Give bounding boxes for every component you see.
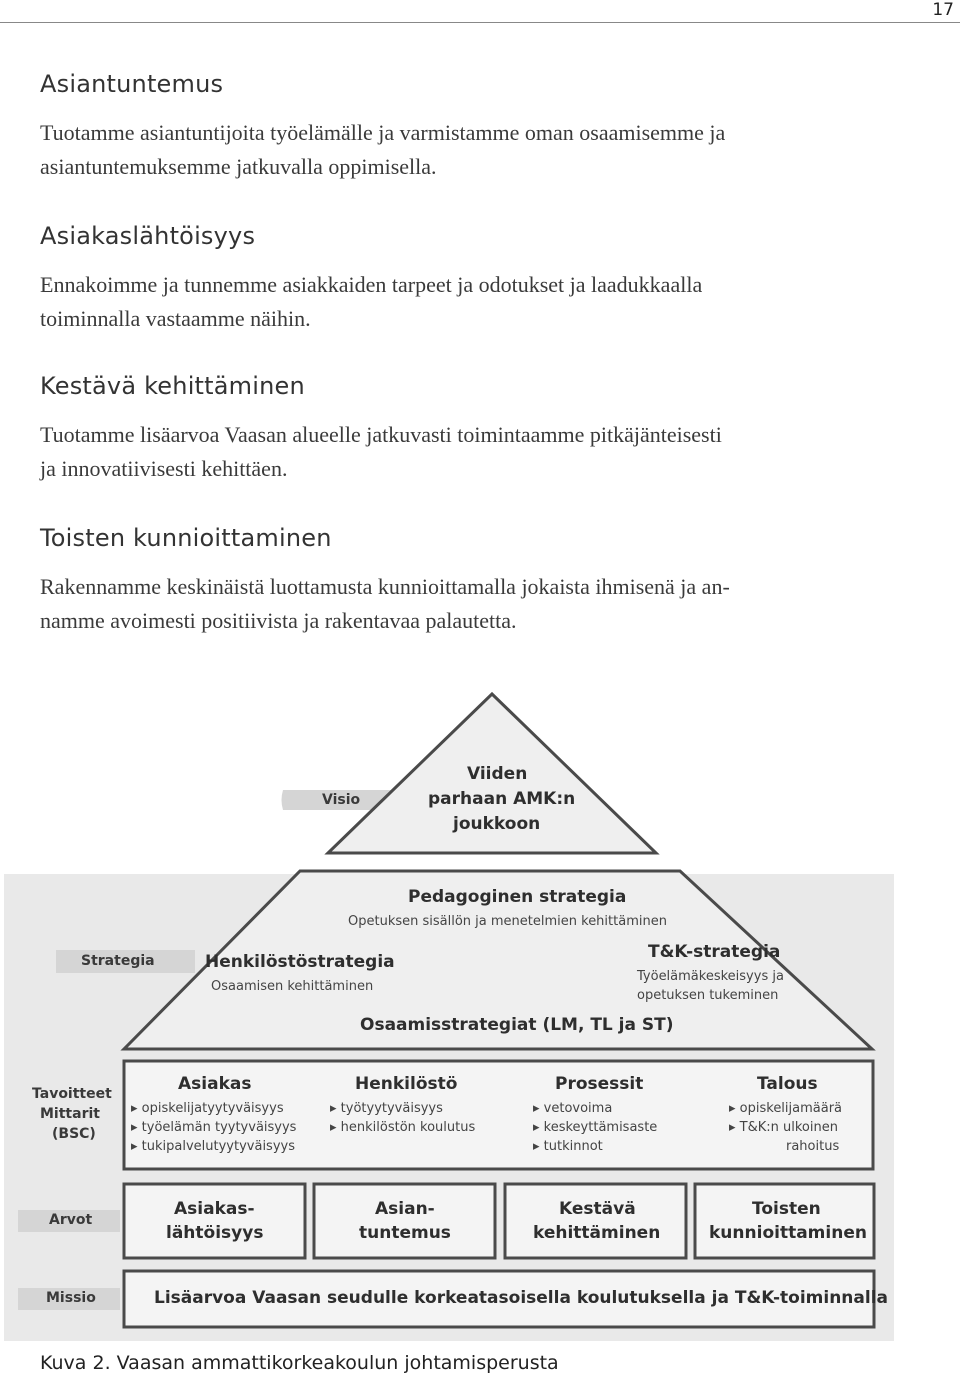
value-box bbox=[505, 1184, 686, 1258]
section-toisten-kunnioittaminen bbox=[40, 524, 840, 638]
section-kestava-kehittaminen bbox=[40, 372, 840, 486]
page-number: 17 bbox=[932, 0, 954, 20]
visio-line3: joukkoon bbox=[453, 814, 541, 834]
section-heading: Asiakaslähtöisyys bbox=[40, 222, 256, 250]
tk-sub-2: opetuksen tukeminen bbox=[637, 988, 779, 1003]
value-4-line2: kunnioittaminen bbox=[709, 1223, 867, 1243]
missio-text: Lisäarvoa Vaasan seudulle korkeatasoisella koulutuksella ja T&K-toiminnalla bbox=[154, 1288, 888, 1308]
bsc-items-asiakas: ▸ opiskelijatyytyväisyys ▸ työelämän tyytyväisyys ▸ tukipalvelutyytyväisyys bbox=[131, 1101, 297, 1154]
pedagoginen-title: Pedagoginen strategia bbox=[408, 887, 627, 907]
figure-caption: Kuva 2. Vaasan ammattikorkeakoulun johtamisperusta bbox=[40, 1352, 559, 1374]
value-box bbox=[124, 1184, 305, 1258]
henkilosto-title: Henkilöstöstrategia bbox=[205, 952, 395, 972]
tk-title: T&K-strategia bbox=[648, 942, 781, 962]
visio-line1: Viiden bbox=[467, 764, 528, 784]
bsc-items-henkilosto: ▸ työtyytyväisyys ▸ henkilöstön koulutus bbox=[330, 1101, 476, 1135]
pedagoginen-sub: Opetuksen sisällön ja menetelmien kehittäminen bbox=[348, 914, 667, 929]
section-body: Rakennamme keskinäistä luottamusta kunnioittamalla jokaista ihmisenä ja an- namme avoimesti positiivista ja rakentavaa palautetta. bbox=[40, 574, 730, 633]
label-bsc: (BSC) bbox=[52, 1126, 96, 1142]
value-3-line1: Kestävä bbox=[559, 1199, 636, 1219]
value-4-line1: Toisten bbox=[752, 1199, 821, 1219]
osaamisstrategiat: Osaamisstrategiat (LM, TL ja ST) bbox=[360, 1015, 674, 1035]
value-2-line2: tuntemus bbox=[359, 1223, 451, 1243]
value-1-line2: lähtöisyys bbox=[166, 1223, 264, 1243]
bsc-title-henkilosto: Henkilöstö bbox=[355, 1074, 458, 1094]
value-1-line1: Asiakas- bbox=[174, 1199, 255, 1219]
section-heading: Asiantuntemus bbox=[40, 70, 224, 98]
label-missio: Missio bbox=[46, 1290, 96, 1306]
section-body: Tuotamme lisäarvoa Vaasan alueelle jatkuvasti toimintaamme pitkäjänteisesti ja innovatiivisesti kehittäen. bbox=[40, 422, 722, 481]
pyramid-figure bbox=[0, 688, 900, 1343]
bsc-items-talous: ▸ opiskelijamäärä ▸ T&K:n ulkoinen rahoitus bbox=[729, 1101, 843, 1154]
label-tavoitteet: Tavoitteet bbox=[32, 1086, 112, 1102]
label-mittarit: Mittarit bbox=[40, 1106, 100, 1122]
visio-line2: parhaan AMK:n bbox=[428, 789, 576, 809]
value-box bbox=[695, 1184, 874, 1258]
label-strategia: Strategia bbox=[81, 953, 155, 969]
section-asiantuntemus bbox=[40, 70, 840, 184]
bsc-title-talous: Talous bbox=[757, 1074, 818, 1094]
label-visio: Visio bbox=[322, 792, 361, 808]
header-rule bbox=[0, 22, 960, 23]
value-2-line1: Asian- bbox=[375, 1199, 435, 1219]
tk-sub-1: Työelämäkeskeisyys ja bbox=[637, 969, 784, 984]
section-body: Ennakoimme ja tunnemme asiakkaiden tarpeet ja odotukset ja laadukkaalla toiminnalla vastaamme näihin. bbox=[40, 272, 703, 331]
section-heading: Toisten kunnioittaminen bbox=[40, 524, 332, 552]
section-asiakaslahtoisyys bbox=[40, 222, 840, 336]
bsc-items-prosessit: ▸ vetovoima ▸ keskeyttämisaste ▸ tutkinnot bbox=[533, 1101, 658, 1154]
section-body: Tuotamme asiantuntijoita työelämälle ja varmistamme oman osaamisemme ja asiantuntemuksemme jatkuvalla oppimisella. bbox=[40, 120, 726, 179]
henkilosto-sub: Osaamisen kehittäminen bbox=[211, 979, 374, 994]
bsc-title-asiakas: Asiakas bbox=[178, 1074, 252, 1094]
value-3-line2: kehittäminen bbox=[533, 1223, 661, 1243]
bsc-title-prosessit: Prosessit bbox=[555, 1074, 644, 1094]
section-heading: Kestävä kehittäminen bbox=[40, 372, 305, 400]
value-box bbox=[314, 1184, 495, 1258]
label-arvot: Arvot bbox=[49, 1212, 93, 1228]
